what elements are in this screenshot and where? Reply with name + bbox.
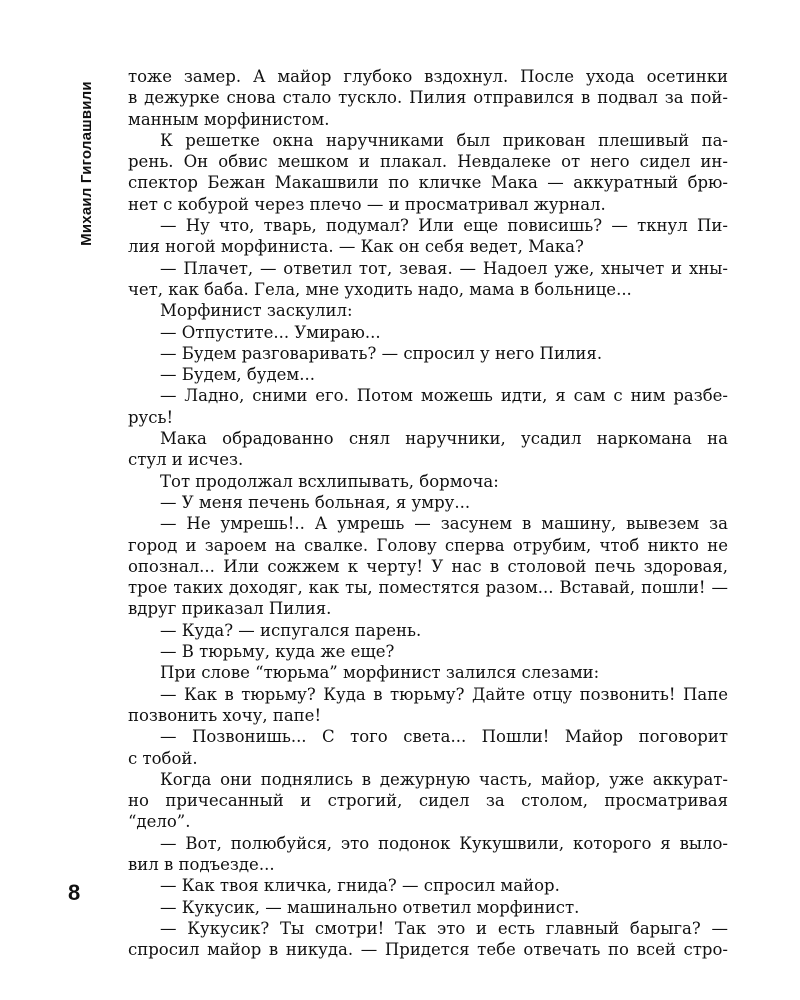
text-line: лия ногой морфиниста. — Как он себя ведет, Мака? [128,237,584,257]
text-line: нет с кобурой через плечо — и просматривал журнал. [128,194,606,214]
text-line: спектор Бежан Макашвили по кличке Мака — аккуратный брю- [128,173,728,193]
text-line: — Отпустите... Умираю... [160,322,381,342]
text-line: Морфинист заскулил: [160,301,353,321]
text-line: Тот продолжал всхлипывать, бормоча: [160,471,499,491]
text-line: — Как в тюрьму? Куда в тюрьму? Дайте отцу позвонить! Папе [160,684,728,704]
text-line: — Не умрешь!.. А умрешь — засунем в машину, вывезем за [160,514,728,534]
text-line: — У меня печень больная, я умру... [160,492,471,512]
page-number: 8 [68,880,81,905]
text-line: — Кукусик, — машинально ответил морфинист. [160,897,580,917]
text-line: — Как твоя кличка, гнида? — спросил майор. [160,876,560,896]
text-line: — Ладно, сними его. Потом можешь идти, я сам с ним разбе- [160,386,728,406]
text-line: К решетке окна наручниками был прикован плешивый па- [160,130,728,150]
text-line: вдруг приказал Пилия. [128,599,332,619]
text-line: рень. Он обвис мешком и плакал. Невдалеке от него сидел ин- [128,152,728,172]
text-line: “дело”. [128,812,191,832]
body-text [128,66,728,960]
text-line: вил в подъезде... [128,854,275,874]
text-line: с тобой. [128,748,198,768]
text-line: спросил майор в никуда. — Придется тебе отвечать по всей стро- [128,940,728,960]
text-line: — Ну что, тварь, подумал? Или еще повисишь? — ткнул Пи- [160,216,728,236]
text-line: — Вот, полюбуйся, это подонок Кукушвили, которого я вылo- [160,833,728,853]
text-line: опознал... Или сожжем к черту! У нас в столовой печь здоровая, [128,556,728,576]
text-line: русь! [128,407,174,427]
running-head-author: Михаил Гиголашвили [77,80,95,246]
text-line: Когда они поднялись в дежурную часть, майор, уже аккурат- [160,769,728,789]
text-line: позвонить хочу, папе! [128,705,322,725]
text-line: трое таких доходяг, как ты, поместятся разом... Вставай, пошли! — [128,578,728,598]
text-line: — Куда? — испугался парень. [160,620,422,640]
text-line: стул и исчез. [128,450,244,470]
text-line: Мака обрадованно снял наручники, усадил наркомана на [160,429,728,449]
text-line: чет, как баба. Гела, мне уходить надо, мама в больнице... [128,279,632,299]
text-line: — Будем, будем... [160,365,315,385]
text-line: тоже замер. А майор глубоко вздохнул. После ухода осетинки [128,67,728,86]
text-line: — Кукусик? Ты смотри! Так это и есть главный барыга? — [160,918,728,938]
text-line: город и зароем на свалке. Голову сперва отрубим, чтоб никто не [128,535,728,555]
text-line: — Будем разговаривать? — спросил у него Пилия. [160,343,603,363]
text-line: в дежурке снова стало тускло. Пилия отправился в подвал за пой- [128,88,728,108]
running-head [72,68,100,258]
text-line: — В тюрьму, куда же еще? [160,642,395,662]
text-line: — Позвонишь... С того света... Пошли! Майор поговорит [160,727,728,747]
text-line: — Плачет, — ответил тот, зевая. — Надоел уже, хнычет и хны- [160,258,728,278]
text-line: но причесанный и строгий, сидел за столом, просматривая [128,791,728,811]
text-line: При слове “тюрьма” морфинист залился слезами: [160,663,600,683]
text-line: манным морфинистом. [128,109,330,129]
